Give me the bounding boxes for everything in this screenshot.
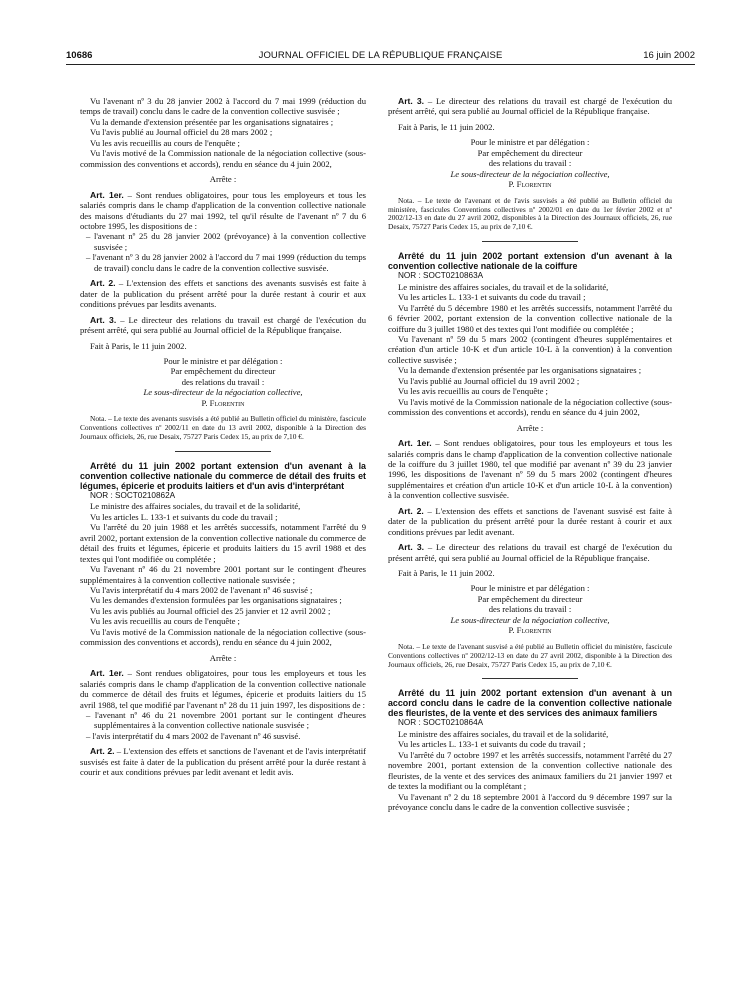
article-label: Art. 3. (398, 542, 425, 553)
article-label: Art. 2. (90, 746, 115, 757)
signatory-name: P. Florentin (508, 625, 552, 636)
signature-line: des relations du travail : (488, 158, 572, 169)
nota-note: Nota. – Le texte des avenants susvisés a été publié au Bulletin officiel du ministère, fascicule Conventions collectives nº 2002/11 en date du 13 avril 2002, disponible à la Direction des Journaux officiels, 26, rue Desaix, 75727 Paris Cedex 15, au prix de 7,10 €. (80, 414, 366, 442)
right-column (388, 96, 672, 813)
paragraph: Vu l'avis publié au Journal officiel du 19 avril 2002 ; (398, 375, 580, 386)
article-label: Art. 2. (398, 505, 424, 516)
paragraph: Vu l'avis motivé de la Commission nationale de la négociation collective (sous-commission des conventions et accords), rendu en séance du 4 juin 2002, (80, 148, 366, 169)
paragraph: Vu l'avenant nº 59 du 5 mars 2002 (contingent d'heures supplémentaires et création d'un article 10-K et d'un article 10-L à la convention) à la convention collective susvisée ; (388, 333, 672, 365)
paragraph: Le ministre des affaires sociales, du travail et de la solidarité, (398, 281, 609, 292)
paragraph: Vu l'arrêté du 7 octobre 1997 et les arrêtés successifs, notamment l'arrêté du 27 novembre 2001, portant extension de la convention collective nationale des fleuristes, de la vente et des services des animaux familiers du 21 janvier 1997 et de textes la modifiant ou la complétant ; (388, 749, 672, 792)
article-1: Art. 1er. – Sont rendues obligatoires, pour tous les employeurs et tous les salariés compris dans le champ d'application de la convention collective nationale de la coiffure du 3 juillet 1980, tel que modifié par avenant nº 39 du 23 janvier 1996, les dispositions de l'avenant nº 59 du 5 mars 2002 (contingent d'heures supplémentaires et création d'un article 10-K et d'un article 10-L à la convention) à la convention collective susvisée. (388, 438, 672, 501)
paragraph: Vu la demande d'extension présentée par les organisations signataires ; (398, 365, 642, 376)
journal-title: JOURNAL OFFICIEL DE LA RÉPUBLIQUE FRANÇAISE (258, 50, 503, 61)
section-divider (175, 451, 271, 452)
decree-title: Arrêté du 11 juin 2002 portant extension d'un avenant à la convention collective nationale de la coiffure (388, 251, 672, 272)
article-label: Art. 1er. (90, 189, 124, 200)
paragraph: Vu l'arrêté du 5 décembre 1980 et les arrêtés successifs, notamment l'arrêté du 6 février 2002, portant extension de la convention collective nationale de la coiffure du 3 juillet 1980 et des textes qui l'ont modifiée ou complétée ; (388, 302, 672, 334)
paragraph: Vu l'avenant nº 2 du 18 septembre 2001 à l'accord du 9 décembre 1997 sur la prévoyance conclu dans le cadre de la convention collective susvisée ; (388, 791, 672, 813)
section-divider (482, 678, 578, 679)
nor-reference: NOR : SOCT0210863A (398, 271, 484, 281)
nota-note: Nota. – Le texte de l'avenant susvisé a été publié au Bulletin officiel du ministère, fascicule Conventions collectives nº 2002/12-13 en date du 27 avril 2002, disponible à la Direction des Journaux officiels, 26, rue Desaix, 75727 Paris Cedex 15, au prix de 7,10 €. (388, 641, 672, 669)
article-2: Art. 2. – L'extension des effets et sanctions de l'avenant susvisé est faite à dater de la publication du présent arrêté pour la durée restant à courir et aux conditions prévues par ledit avenant. (388, 505, 672, 537)
paragraph: Vu les articles L. 133-1 et suivants du code du travail ; (90, 511, 278, 522)
paragraph: Vu l'arrêté du 20 juin 1988 et les arrêtés successifs, notamment l'arrêté du 9 avril 2002, portant extension de la convention collective nationale du commerce de détail des fruits et légumes, épicerie et produits laitiers du 15 avril 1988 et des textes qui l'ont modifiée ou complétée ; (80, 522, 366, 564)
page-number: 10686 (66, 50, 93, 61)
article-label: Art. 3. (90, 314, 117, 325)
nota-note: Nota. – Le texte de l'avenant et de l'avis susvisés a été publié au Bulletin officiel du ministère, fascicules Conventions collectives nº 2002/01 en date du 1er février 2002 et nº 2002/12-13 en date du 27 avril 2002, disponibles à la Direction des Journaux officiels, 26, rue Desaix, 75727 Paris Cedex 15, au prix de 7,10 €. (388, 195, 672, 232)
article-label: Art. 2. (90, 278, 116, 289)
arrete-label: Arrête : (209, 174, 237, 185)
paragraph: Vu la demande d'extension présentée par les organisations signataires ; (90, 116, 334, 127)
paragraph: Vu les articles L. 133-1 et suivants du code du travail ; (398, 739, 586, 750)
signature-line: Par empêchement du directeur (477, 593, 583, 604)
decree-title: Arrêté du 11 juin 2002 portant extension d'un avenant à la convention collective nationale du commerce de détail des fruits et légumes, épicerie et produits laitiers et d'un avis d'interprétant (80, 460, 366, 491)
left-column (80, 96, 366, 778)
signature-line: Par empêchement du directeur (170, 366, 276, 377)
signature-line: Pour le ministre et par délégation : (163, 355, 283, 366)
paragraph: Le ministre des affaires sociales, du travail et de la solidarité, (398, 728, 609, 739)
article-label: Art. 3. (398, 96, 425, 106)
article-1: Art. 1er. – Sont rendues obligatoires, pour tous les employeurs et tous les salariés compris dans le champ d'application de la convention collective nationale des maisons d'étudiants du 27 mai 1992, tel qu'il résulte de l'avenant nº 7 du 6 octobre 1995, les dispositions de : (80, 189, 366, 231)
page-header (66, 50, 695, 65)
signatory-name: P. Florentin (508, 179, 552, 190)
list-item: – l'avis interprétatif du 4 mars 2002 de l'avenant nº 46 susvisé. (86, 730, 301, 741)
paragraph: Vu les avis publiés au Journal officiel des 25 janvier et 12 avril 2002 ; (90, 605, 331, 616)
signature-line: Pour le ministre et par délégation : (470, 583, 590, 594)
signature-line: des relations du travail : (488, 604, 572, 615)
paragraph: Vu les avis recueillis au cours de l'enquête ; (90, 137, 240, 148)
nor-reference: NOR : SOCT0210862A (90, 490, 176, 500)
article-2: Art. 2. – L'extension des effets et sanctions des avenants susvisés est faite à dater de la publication du présent arrêté pour la durée restant à courir et aux conditions prévues par lesdits avenants. (80, 278, 367, 310)
article-1: Art. 1er. – Sont rendues obligatoires, pour tous les employeurs et tous les salariés compris dans le champ d'application de la convention collective nationale du commerce de détail des fruits et légumes, épicerie et produits laitiers du 15 avril 1988, tel que modifié par l'avenant nº 28 du 11 juin 1997, les dispositions de : (80, 668, 366, 710)
signature-place-date: Fait à Paris, le 11 juin 2002. (90, 340, 187, 351)
paragraph: Vu l'avis motivé de la Commission nationale de la négociation collective (sous-commission des conventions et accords), rendu en séance du 4 juin 2002, (388, 396, 672, 418)
signature-line: Le sous-directeur de la négociation collective, (143, 387, 303, 398)
article-3: Art. 3. – Le directeur des relations du travail est chargé de l'exécution du présent arrêté, qui sera publié au Journal officiel de la République française. (388, 542, 673, 563)
signature-line: Pour le ministre et par délégation : (470, 137, 590, 148)
paragraph: Vu l'avis motivé de la Commission nationale de la négociation collective (sous-commission des conventions et accords), rendu en séance du 4 juin 2002, (80, 626, 366, 648)
signature-place-date: Fait à Paris, le 11 juin 2002. (398, 121, 495, 132)
nor-reference: NOR : SOCT0210864A (398, 718, 484, 728)
signature-place-date: Fait à Paris, le 11 juin 2002. (398, 568, 495, 579)
section-divider (482, 241, 578, 242)
arrete-label: Arrête : (516, 422, 544, 433)
paragraph: Vu l'avis interprétatif du 4 mars 2002 de l'avenant nº 46 susvisé ; (90, 585, 313, 596)
paragraph: Vu l'avenant nº 3 du 28 janvier 2002 à l'accord du 7 mai 1999 (réduction du temps de travail) conclu dans le cadre de la convention collective susvisée ; (80, 96, 366, 117)
paragraph: Vu les avis recueillis au cours de l'enquête ; (398, 386, 548, 397)
article-label: Art. 1er. (90, 668, 124, 679)
article-label: Art. 1er. (398, 438, 432, 449)
signature-line: des relations du travail : (181, 376, 265, 387)
list-item: – l'avenant nº 46 du 21 novembre 2001 portant sur le contingent d'heures supplémentaires à la convention collective nationale susvisée ; (86, 710, 366, 731)
decree-title: Arrêté du 11 juin 2002 portant extension d'un avenant à un accord conclu dans le cadre de la convention collective nationale des fleuristes, de la vente et des services des animaux familiers (388, 688, 672, 719)
list-item: – l'avenant nº 25 du 28 janvier 2002 (prévoyance) à la convention collective susvisée ; (86, 231, 366, 252)
list-item: – l'avenant nº 3 du 28 janvier 2002 à l'accord du 7 mai 1999 (réduction du temps de travail) conclu dans le cadre de la convention collective susvisée. (86, 252, 366, 273)
signature-line: Par empêchement du directeur (477, 147, 583, 158)
paragraph: Vu les demandes d'extension formulées par les organisations signataires ; (90, 595, 342, 606)
article-2: Art. 2. – L'extension des effets et sanctions de l'avenant et de l'avis interprétatif susvisés est faite à dater de la publication du présent arrêté pour la durée restant à courir et aux conditions prévues par ledit avenant et ledit avis. (80, 746, 366, 778)
arrete-label: Arrête : (209, 652, 237, 663)
paragraph: Vu les articles L. 133-1 et suivants du code du travail ; (398, 292, 586, 303)
signature-line: Le sous-directeur de la négociation collective, (450, 168, 610, 179)
paragraph: Vu l'avis publié au Journal officiel du 28 mars 2002 ; (90, 127, 273, 138)
paragraph: Le ministre des affaires sociales, du travail et de la solidarité, (90, 501, 301, 512)
article-3: Art. 3. – Le directeur des relations du travail est chargé de l'exécution du présent arrêté, qui sera publié au Journal officiel de la République française. (80, 314, 366, 336)
paragraph: Vu les avis recueillis au cours de l'enquête ; (90, 616, 240, 627)
article-3: Art. 3. – Le directeur des relations du travail est chargé de l'exécution du présent arrêté, qui sera publié au Journal officiel de la République française. (388, 96, 673, 117)
issue-date: 16 juin 2002 (643, 50, 695, 61)
signature-line: Le sous-directeur de la négociation collective, (450, 614, 610, 625)
paragraph: Vu l'avenant nº 46 du 21 novembre 2001 portant sur le contingent d'heures supplémentaires à la convention collective nationale susvisée ; (80, 564, 366, 585)
signatory-name: P. Florentin (201, 397, 245, 408)
